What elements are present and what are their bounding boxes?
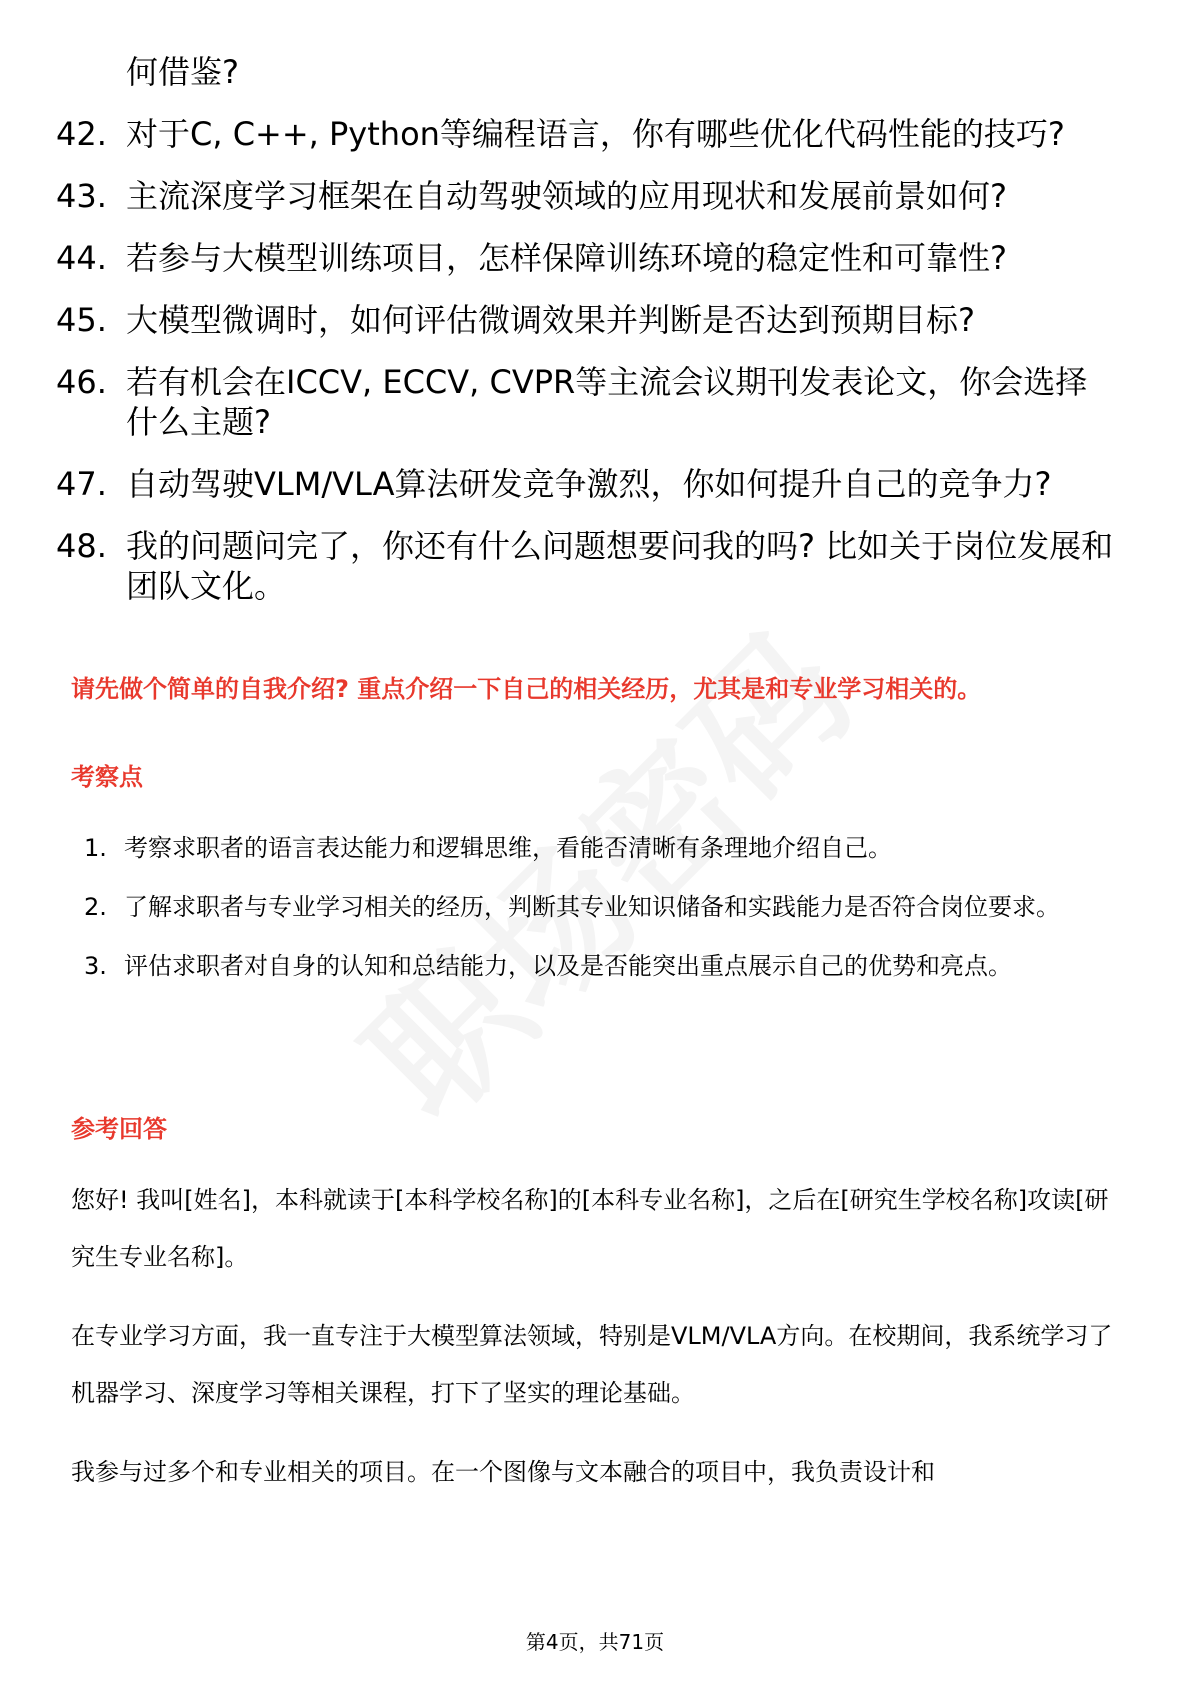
answer-title: 参考回答 [71,1115,167,1143]
question-continuation: 何借鉴? [126,53,239,91]
item-text: 评估求职者对自身的认知和总结能力，以及是否能突出重点展示自己的优势和亮点。 [124,952,1012,980]
question-text: 若有机会在ICCV, ECCV, CVPR等主流会议期刊发表论文，你会选择什么主题? [126,363,1088,441]
question-text: 大模型微调时，如何评估微调效果并判断是否达到预期目标? [126,301,975,339]
list-item [56,464,1116,504]
question-text: 我的问题问完了，你还有什么问题想要问我的吗? 比如关于岗位发展和团队文化。 [126,527,1114,605]
question-number: 46. [56,363,107,401]
question-number: 44. [56,239,107,277]
answer-paragraph: 我参与过多个和专业相关的项目。在一个图像与文本融合的项目中，我负责设计和 [71,1458,935,1486]
list-item [56,526,1116,606]
question-list [56,52,1116,628]
answer-paragraph: 在专业学习方面，我一直专注于大模型算法领域，特别是VLM/VLA方向。在校期间，我系统学习了机器学习、深度学习等相关课程，打下了坚实的理论基础。 [71,1322,1113,1407]
question-text: 主流深度学习框架在自动驾驶领域的应用现状和发展前景如何? [126,177,1007,215]
list-item [56,238,1116,278]
page-footer: 第4页，共71页 [525,1630,665,1654]
item-number: 3. [84,952,107,980]
list-item [84,820,1124,877]
question-number: 47. [56,465,107,503]
list-item [56,176,1116,216]
item-text: 考察求职者的语言表达能力和逻辑思维，看能否清晰有条理地介绍自己。 [124,834,892,862]
list-item [56,362,1116,442]
kaocha-list [84,820,1124,997]
list-item [84,938,1124,995]
question-text: 若参与大模型训练项目，怎样保障训练环境的稳定性和可靠性? [126,239,1007,277]
question-number: 48. [56,527,107,565]
question-text: 对于C, C++, Python等编程语言，你有哪些优化代码性能的技巧? [126,115,1065,153]
list-item [56,300,1116,340]
question-number: 42. [56,115,107,153]
item-number: 1. [84,834,107,862]
item-number: 2. [84,893,107,921]
question-heading: 请先做个简单的自我介绍? 重点介绍一下自己的相关经历，尤其是和专业学习相关的。 [71,675,982,703]
list-item [84,879,1124,936]
question-number: 43. [56,177,107,215]
question-text: 自动驾驶VLM/VLA算法研发竞争激烈，你如何提升自己的竞争力? [126,465,1052,503]
item-text: 了解求职者与专业学习相关的经历，判断其专业知识储备和实践能力是否符合岗位要求。 [124,893,1060,921]
question-number: 45. [56,301,107,339]
kaocha-title: 考察点 [71,763,143,791]
list-item [56,114,1116,154]
answer-paragraph: 您好! 我叫[姓名]，本科就读于[本科学校名称]的[本科专业名称]，之后在[研究生学校名称]攻读[研究生专业名称]。 [71,1186,1109,1271]
